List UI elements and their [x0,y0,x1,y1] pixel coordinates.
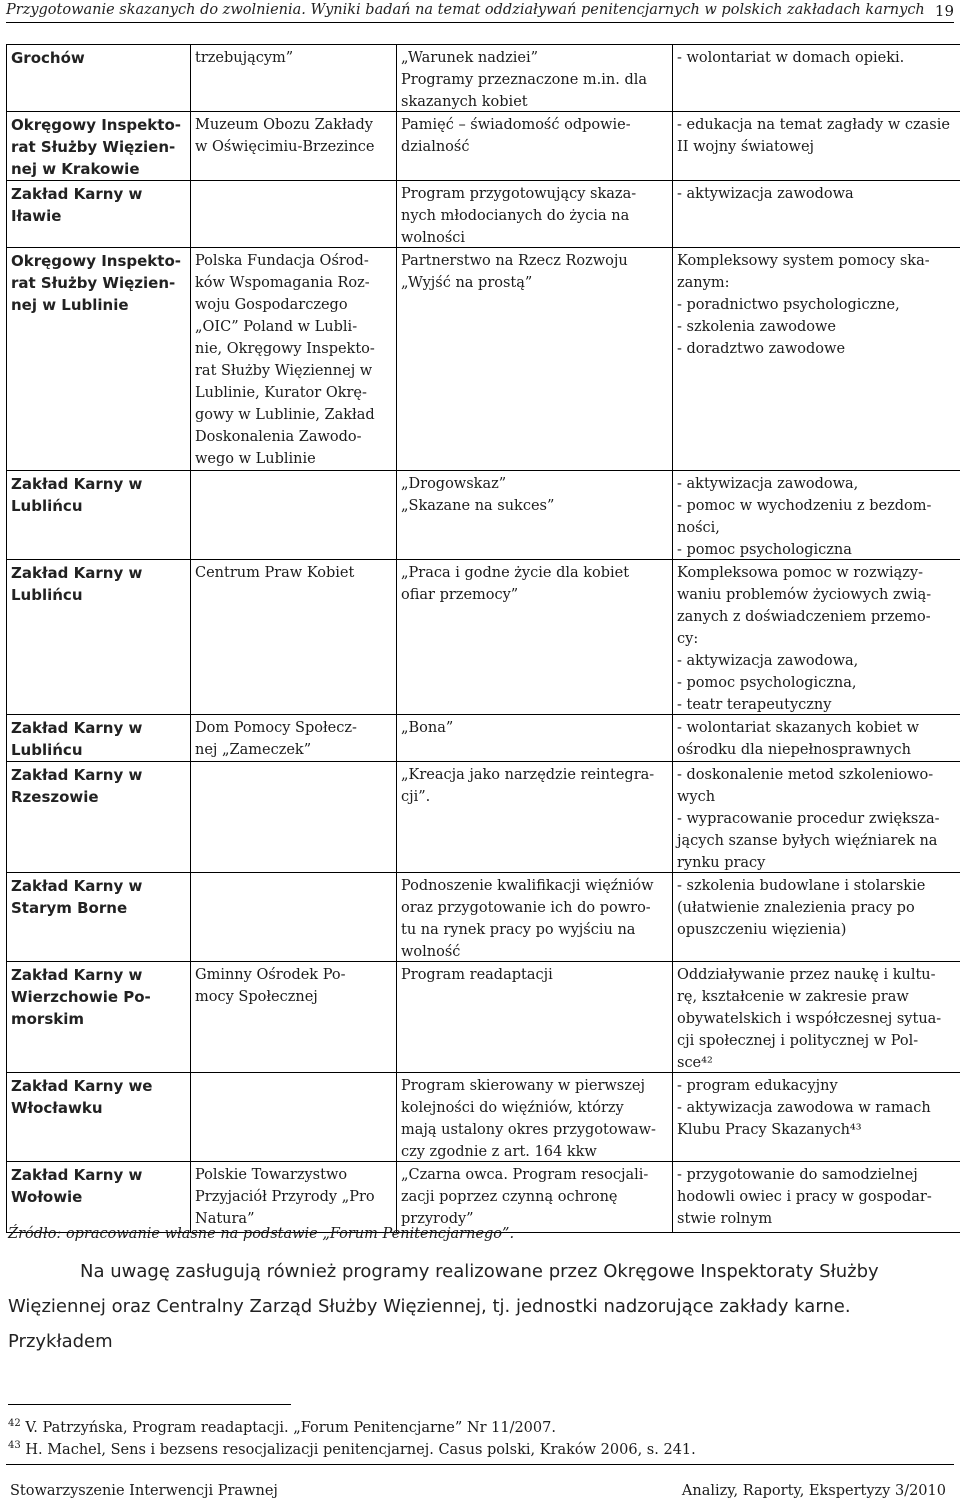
table-cell-activities: - wolontariat w domach opieki. [677,50,905,66]
footnote-number: 43 [8,1440,21,1451]
table-cell-partner [191,471,397,559]
programs-table [6,44,960,1233]
table-row [7,181,960,248]
table-row [7,762,960,873]
table-cell-program: Podnoszenie kwalifikacji więźniów oraz przygotowanie ich do powro- tu na rynek pracy po wyjściu na wolność [397,873,673,961]
page-footer [6,1464,954,1505]
table-row [7,471,960,560]
table-cell-institution: Grochów [7,45,191,111]
table-cell-partner: Gminny Ośrodek Po- mocy Społecznej [191,962,397,1072]
body-paragraph [8,1254,952,1359]
table-cell-institution: Okręgowy Inspekto- rat Służby Więzien- nej w Krakowie [7,112,191,180]
table-cell-activities: - doskonalenie metod szkoleniowo- wych - wypracowanie procedur zwiększa- jących szanse byłych więźniarek na rynku pracy [677,767,940,871]
table-cell-program: Partnerstwo na Rzecz Rozwoju „Wyjść na prostą” [397,248,673,470]
table-cell-institution: Zakład Karny we Włocławku [7,1073,191,1161]
table-cell-program: „Kreacja jako narzędzie reintegra- cji”. [397,762,673,872]
table-source-note: Źródło: opracowanie własne na podstawie „Forum Penitencjarnego”. [8,1226,515,1242]
table-cell-institution: Zakład Karny w Iławie [7,181,191,247]
table-cell-partner: Polska Fundacja Ośrod- ków Wspomagania Roz- woju Gospodarczego „OIC” Poland w Lubli- nie, Okręgowy Inspekto- rat Służby Więziennej w Lublinie, Kurator Okrę- gowy w Lublinie, Zakład Doskonalenia Zawodo- wego w Lublinie [191,248,397,470]
table-row [7,45,960,112]
footnote-number: 42 [8,1418,21,1429]
table-cell-activities: - wolontariat skazanych kobiet w ośrodku dla niepełnosprawnych [677,720,920,758]
table-row [7,1162,960,1233]
running-header [6,0,954,23]
table-cell-partner [191,762,397,872]
paragraph-text: Na uwagę zasługują również programy realizowane przez Okręgowe Inspektoraty Służby Więziennej oraz Centralny Zarząd Służby Więziennej, tj. jednostki nadzorujące zakłady karne. Przykładem [8,1261,879,1352]
table-cell-institution: Zakład Karny w Lublińcu [7,560,191,714]
table-row [7,560,960,715]
table-cell-activities: - aktywizacja zawodowa, - pomoc w wychodzeniu z bezdom- ności, - pomoc psychologiczna [677,476,932,558]
footnote-separator [8,1404,291,1405]
footnote-text: H. Machel, Sens i bezsens resocjalizacji penitencjarnej. Casus polski, Kraków 2006, s. 241. [25,1441,696,1458]
table-cell-program: „Warunek nadziei” Programy przeznaczone m.in. dla skazanych kobiet [397,45,673,111]
table-row [7,112,960,181]
table-cell-partner: Polskie Towarzystwo Przyjaciół Przyrody „Pro Natura” [191,1162,397,1232]
table-cell-program: „Drogowskaz” „Skazane na sukces” [397,471,673,559]
table-cell-activities: - edukacja na temat zagłady w czasie II wojny światowej [677,117,950,155]
table-cell-institution: Zakład Karny w Wołowie [7,1162,191,1232]
footnote-42 [8,1418,556,1436]
table-cell-activities: Kompleksowy system pomocy ska- zanym: - poradnictwo psychologiczne, - szkolenia zawodowe - doradztwo zawodowe [677,253,930,357]
footnote-text: V. Patrzyńska, Program readaptacji. „Forum Penitencjarne” Nr 11/2007. [25,1419,556,1436]
table-row [7,248,960,471]
table-cell-program: Program readaptacji [397,962,673,1072]
table-cell-partner [191,873,397,961]
table-cell-institution: Zakład Karny w Lublińcu [7,715,191,761]
table-cell-partner: Centrum Praw Kobiet [191,560,397,714]
table-cell-program: Pamięć – świadomość odpowie- dzialność [397,112,673,180]
table-cell-partner: trzebującym” [191,45,397,111]
running-title: Przygotowanie skazanych do zwolnienia. Wyniki badań na temat oddziaływań penitencjarnych w polskich zakładach karnych [6,2,925,18]
table-row [7,715,960,762]
table-cell-partner [191,181,397,247]
table-cell-institution: Zakład Karny w Lublińcu [7,471,191,559]
footnote-43 [8,1440,696,1458]
table-cell-institution: Okręgowy Inspekto- rat Służby Więzien- nej w Lublinie [7,248,191,470]
table-cell-program: „Praca i godne życie dla kobiet ofiar przemocy” [397,560,673,714]
table-cell-activities: - szkolenia budowlane i stolarskie (ułatwienie znalezienia pracy po opuszczeniu więzienia) [677,878,926,938]
table-cell-institution: Zakład Karny w Rzeszowie [7,762,191,872]
footer-publisher: Stowarzyszenie Interwencji Prawnej [10,1483,278,1499]
table-cell-program: „Czarna owca. Program resocjali- zacji poprzez czynną ochronę przyrody” [397,1162,673,1232]
table-cell-institution: Zakład Karny w Wierzchowie Po- morskim [7,962,191,1072]
table-cell-activities: - przygotowanie do samodzielnej hodowli owiec i pracy w gospodar- stwie rolnym [677,1167,932,1227]
table-cell-partner: Muzeum Obozu Zakłady w Oświęcimiu-Brzezince [191,112,397,180]
table-cell-program: „Bona” [397,715,673,761]
table-row [7,1073,960,1162]
table-cell-partner: Dom Pomocy Społecz- nej „Zameczek” [191,715,397,761]
footer-series: Analizy, Raporty, Ekspertyzy 3/2010 [681,1483,946,1499]
table-cell-activities: - aktywizacja zawodowa [677,186,854,202]
page-number: 19 [934,2,954,20]
table-cell-institution: Zakład Karny w Starym Borne [7,873,191,961]
table-row [7,962,960,1073]
table-cell-partner [191,1073,397,1161]
table-cell-program: Program przygotowujący skaza- nych młodocianych do życia na wolności [397,181,673,247]
table-row [7,873,960,962]
table-cell-activities: Kompleksowa pomoc w rozwiązy- waniu problemów życiowych zwią- zanych z doświadczeniem przemo- cy: - aktywizacja zawodowa, - pomoc psychologiczna, - teatr terapeutyczny [677,565,932,713]
table-cell-activities: - program edukacyjny - aktywizacja zawodowa w ramach Klubu Pracy Skazanych⁴³ [677,1078,931,1138]
table-cell-activities: Oddziaływanie przez naukę i kultu- rę, kształcenie w zakresie praw obywatelskich i współczesnej sytua- cji społecznej i politycznej w Pol- sce⁴² [677,967,942,1071]
table-cell-program: Program skierowany w pierwszej kolejności do więźniów, którzy mają ustalony okres przygotowaw- czy zgodnie z art. 164 kkw [397,1073,673,1161]
